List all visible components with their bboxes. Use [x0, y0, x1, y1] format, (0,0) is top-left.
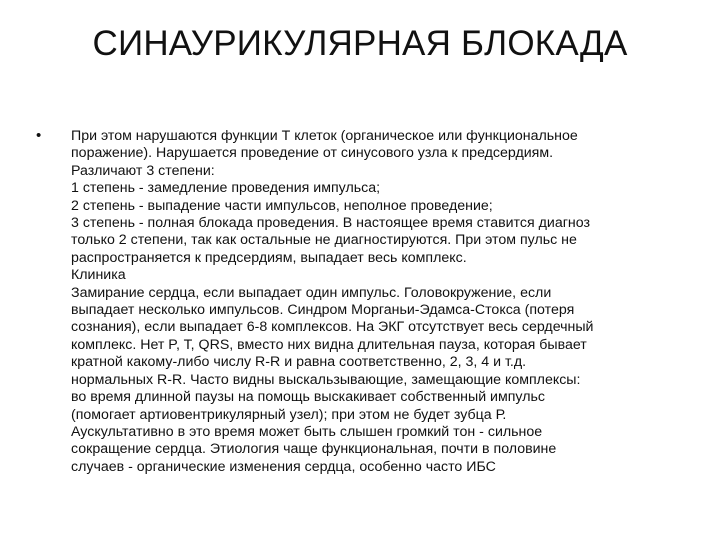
text-line: сознания), если выпадает 6-8 комплексов. На ЭКГ отсутствует весь сердечный — [71, 319, 594, 336]
text-line: распространяется к предсердиям, выпадает весь комплекс. — [71, 249, 467, 266]
text-line: поражение). Нарушается проведение от синусового узла к предсердиям. — [71, 145, 554, 162]
text-line: только 2 степени, так как остальные не диагностируются. При этом пульс не — [71, 232, 577, 249]
text-line: 2 степень - выпадение части импульсов, неполное проведение; — [71, 197, 493, 214]
text-line: Аускультативно в это время может быть слышен громкий тон - сильное — [71, 423, 543, 440]
text-line: сокращение сердца. Этиология чаще функциональная, почти в половине — [71, 441, 557, 458]
text-line: нормальных R-R. Часто видны выскальзывающие, замещающие комплексы: — [71, 371, 581, 388]
text-line: кратной какому-либо числу R-R и равна соответственно, 2, 3, 4 и т.д. — [71, 354, 527, 371]
text-line: Клиника — [71, 267, 126, 284]
text-line: Замирание сердца, если выпадает один импульс. Головокружение, если — [71, 284, 552, 301]
text-line: При этом нарушаются функции Т клеток (органическое или функциональное — [71, 128, 578, 144]
text-line: 1 степень - замедление проведения импульса; — [71, 180, 381, 197]
bullet-marker: • — [36, 127, 42, 144]
text-line: (помогает артиовентрикулярный узел); при этом не будет зубца Р. — [71, 406, 507, 423]
text-line: выпадает несколько импульсов. Синдром Морганьи-Эдамса-Стокса (потеря — [71, 302, 575, 319]
text-line: случаев - органические изменения сердца, особенно часто ИБС — [71, 458, 496, 475]
text-line: Различают 3 степени: — [71, 162, 215, 179]
bullet-text — [71, 128, 671, 476]
text-line: во время длинной паузы на помощь выскакивает собственный импульс — [71, 389, 545, 406]
text-line: комплекс. Нет P, T, QRS, вместо них видна длительная пауза, которая бывает — [71, 336, 587, 353]
text-line: 3 степень - полная блокада проведения. В настоящее время ставится диагноз — [71, 215, 590, 232]
slide-title: СИНАУРИКУЛЯРНАЯ БЛОКАДА — [92, 24, 628, 63]
